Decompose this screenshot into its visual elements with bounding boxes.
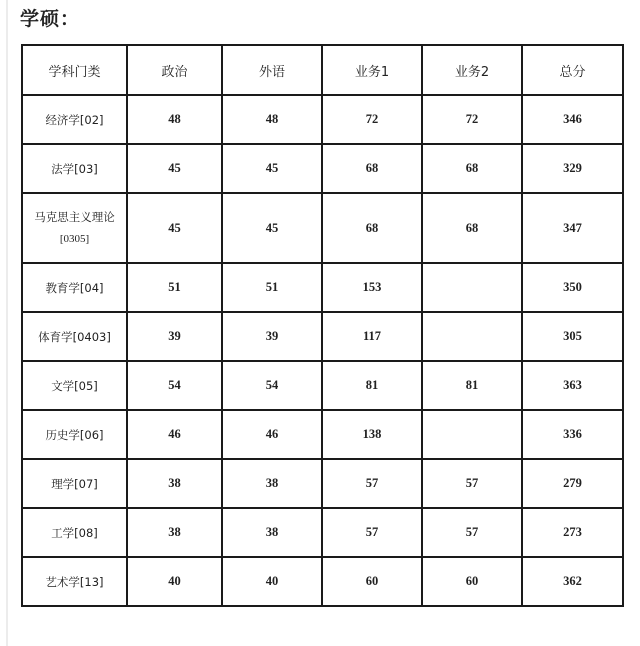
cell-subject [22,193,127,263]
cell-politics: 54 [127,361,222,410]
cell-course1: 57 [322,459,422,508]
cell-course1: 153 [322,263,422,312]
cell-politics: 45 [127,144,222,193]
cell-course2 [422,312,522,361]
cell-subject: 理学[07] [22,459,127,508]
cell-course1: 60 [322,557,422,606]
cell-total: 347 [522,193,623,263]
cell-course2: 68 [422,193,522,263]
cell-politics: 48 [127,95,222,144]
cell-language: 46 [222,410,322,459]
cell-course2: 60 [422,557,522,606]
cell-politics: 46 [127,410,222,459]
cell-politics: 39 [127,312,222,361]
cell-total: 279 [522,459,623,508]
cell-total: 350 [522,263,623,312]
cell-language: 39 [222,312,322,361]
cell-subject-line2: [0305] [59,233,90,245]
cell-course2: 81 [422,361,522,410]
header-total: 总分 [522,45,623,95]
table-row [22,508,623,557]
cell-subject: 教育学[04] [22,263,127,312]
cell-course2: 68 [422,144,522,193]
header-course1: 业务1 [322,45,422,95]
cell-total: 363 [522,361,623,410]
cell-language: 54 [222,361,322,410]
cell-total: 305 [522,312,623,361]
cell-total: 273 [522,508,623,557]
cell-politics: 38 [127,459,222,508]
table-row [22,144,623,193]
cell-language: 40 [222,557,322,606]
cell-language: 45 [222,193,322,263]
score-table-header [22,45,623,95]
section-title: 学硕： [20,8,81,30]
cell-subject: 工学[08] [22,508,127,557]
cell-course2: 57 [422,508,522,557]
header-course2: 业务2 [422,45,522,95]
cell-language: 51 [222,263,322,312]
table-row [22,312,623,361]
table-row [22,557,623,606]
table-row [22,459,623,508]
cell-language: 48 [222,95,322,144]
table-row [22,410,623,459]
cell-subject: 历史学[06] [22,410,127,459]
cell-language: 38 [222,459,322,508]
cell-subject: 文学[05] [22,361,127,410]
cell-course1: 81 [322,361,422,410]
cell-course1: 68 [322,193,422,263]
table-row [22,95,623,144]
cell-politics: 40 [127,557,222,606]
header-row [22,45,623,95]
cell-total: 362 [522,557,623,606]
cell-course1: 57 [322,508,422,557]
cell-course2: 57 [422,459,522,508]
cell-total: 346 [522,95,623,144]
header-language: 外语 [222,45,322,95]
cell-subject-line1: 马克思主义理论 [34,210,115,224]
cell-course1: 72 [322,95,422,144]
cell-course1: 68 [322,144,422,193]
cell-subject: 经济学[02] [22,95,127,144]
cell-language: 45 [222,144,322,193]
cell-total: 329 [522,144,623,193]
cell-course1: 117 [322,312,422,361]
score-table [21,44,624,607]
header-subject: 学科门类 [22,45,127,95]
cell-politics: 51 [127,263,222,312]
cell-total: 336 [522,410,623,459]
cell-course2: 72 [422,95,522,144]
cell-politics: 38 [127,508,222,557]
cell-subject: 法学[03] [22,144,127,193]
table-row [22,193,623,263]
table-row [22,361,623,410]
cell-politics: 45 [127,193,222,263]
cell-subject: 艺术学[13] [22,557,127,606]
cell-language: 38 [222,508,322,557]
cell-course1: 138 [322,410,422,459]
score-table-body [22,95,623,606]
cell-subject: 体育学[0403] [22,312,127,361]
cell-course2 [422,410,522,459]
page-left-rule [6,0,8,646]
cell-course2 [422,263,522,312]
table-row [22,263,623,312]
header-politics: 政治 [127,45,222,95]
